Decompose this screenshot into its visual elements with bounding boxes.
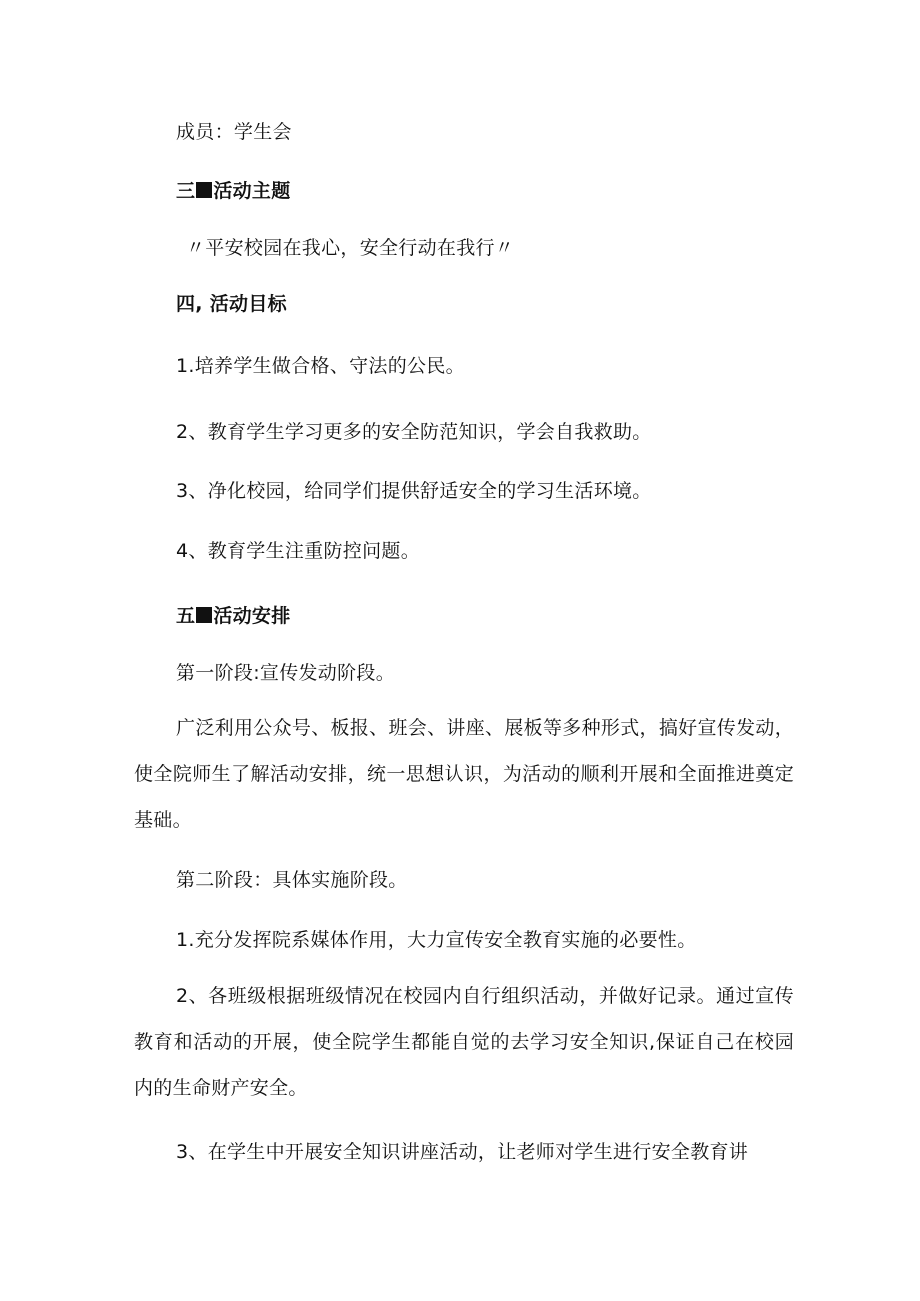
square-bullet-icon — [196, 607, 212, 623]
goal-item-4: 4、教育学生注重防控问题。 — [176, 540, 420, 562]
section-heading-schedule — [176, 604, 291, 628]
goal-item-3: 3、净化校园，给同学们提供舒适安全的学习生活环境。 — [176, 480, 652, 502]
section-title: 活动主题 — [213, 180, 291, 202]
stage-2-item-1: 1.充分发挥院系媒体作用，大力宣传安全教育实施的必要性。 — [176, 929, 697, 951]
stage-1-title: 第一阶段:宣传发动阶段。 — [176, 662, 396, 684]
stage-1-paragraph: 广泛利用公众号、板报、班会、讲座、展板等多种形式，搞好宣传发动，使全院师生了解活动安排，统一思想认识，为活动的顺利开展和全面推进奠定基础。 — [134, 717, 794, 831]
goal-item-1: 1.培养学生做合格、守法的公民。 — [176, 355, 465, 377]
goal-item-2: 2、教育学生学习更多的安全防范知识，学会自我救助。 — [176, 421, 652, 443]
stage-2-title: 第二阶段：具体实施阶段。 — [176, 869, 408, 891]
section-title: 活动安排 — [213, 605, 291, 627]
stage-2-item-2: 2、各班级根据班级情况在校园内自行组织活动，并做好记录。通过宣传教育和活动的开展，使全院学生都能自觉的去学习安全知识,保证自己在校园内的生命财产安全。 — [134, 985, 794, 1099]
section-heading-goals: 四, 活动目标 — [176, 293, 287, 315]
section-number: 三 — [176, 180, 196, 202]
theme-slogan: 〃平安校园在我心，安全行动在我行〃 — [186, 237, 515, 259]
members-line: 成员：学生会 — [176, 121, 292, 143]
square-bullet-icon — [196, 182, 212, 198]
stage-2-item-3: 3、在学生中开展安全知识讲座活动，让老师对学生进行安全教育讲 — [176, 1141, 749, 1163]
section-number: 五 — [176, 605, 196, 627]
section-heading-theme — [176, 179, 291, 203]
